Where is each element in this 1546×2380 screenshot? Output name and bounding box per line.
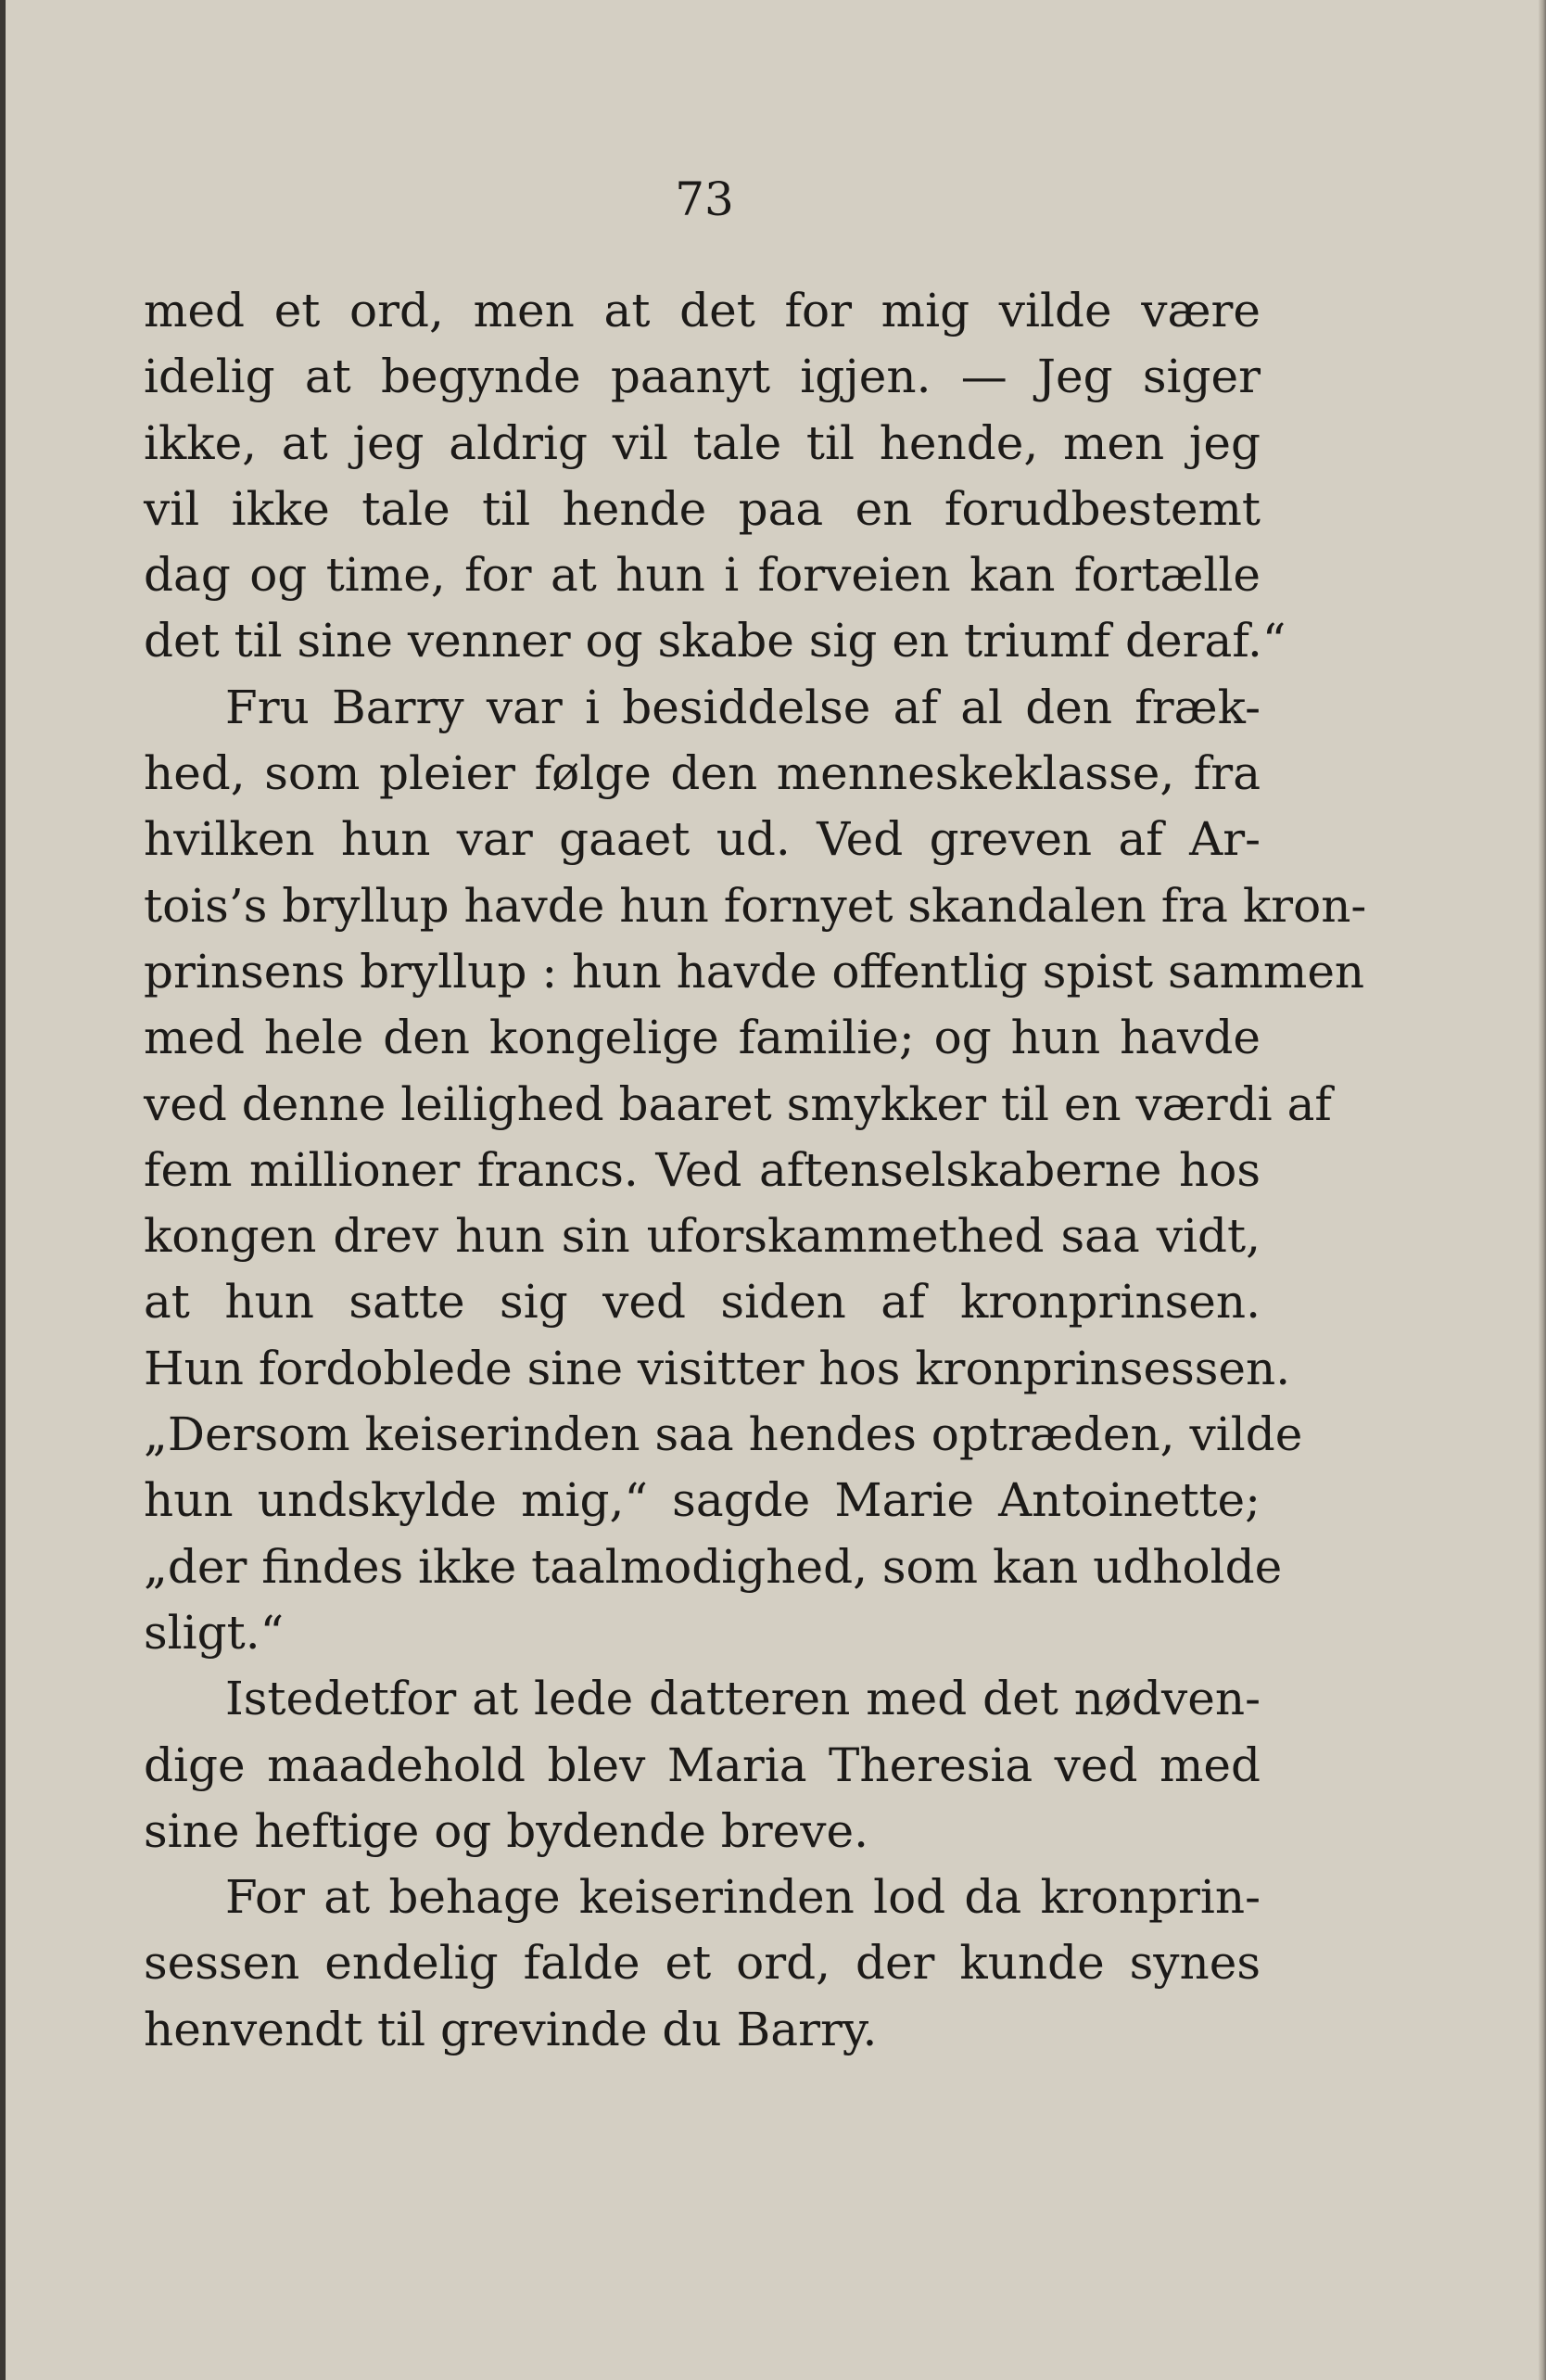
body-text <box>144 278 1367 2063</box>
text-line: det til sine venner og skabe sig en triumf deraf.“ <box>144 614 1286 668</box>
text-line: vil ikke tale til hende paa en forudbestemt <box>144 481 1261 536</box>
text-line: henvendt til grevinde du Barry. <box>144 2002 878 2056</box>
text-line: hed, som pleier følge den menneskeklasse, fra <box>144 746 1261 801</box>
text-line: kongen drev hun sin uforskammethed saa vidt, <box>144 1209 1261 1264</box>
text-line: med hele den kongelige familie; og hun havde <box>144 1011 1261 1065</box>
page-left-edge <box>0 0 6 2380</box>
text-line: med et ord, men at det for mig vilde være <box>144 284 1261 337</box>
text-line: hvilken hun var gaaet ud. Ved greven af Ar- <box>144 812 1261 867</box>
text-line: sligt.“ <box>144 1605 285 1660</box>
text-line: fem millioner francs. Ved aftenselskaberne hos <box>144 1142 1261 1197</box>
page-right-edge <box>1539 0 1546 2380</box>
text-line: idelig at begynde paanyt igjen. — Jeg siger <box>144 350 1261 404</box>
text-line: dag og time, for at hun i forveien kan fortælle <box>144 548 1261 603</box>
text-line: prinsens bryllup : hun havde offentlig spist sammen <box>144 944 1365 999</box>
text-line: „der findes ikke taalmodighed, som kan udholde <box>144 1539 1283 1594</box>
text-line: dige maadehold blev Maria Theresia ved med <box>144 1737 1261 1792</box>
text-line: Hun fordoblede sine visitter hos kronprinsessen. <box>144 1341 1291 1395</box>
text-line: „Dersom keiserinden saa hendes optræden, vilde <box>144 1407 1303 1462</box>
text-line: Istedetfor at lede datteren med det nødven- <box>225 1672 1261 1726</box>
text-line: sine heftige og bydende breve. <box>144 1803 868 1858</box>
page-number: 73 <box>675 172 734 226</box>
text-line: tois’s bryllup havde hun fornyet skandalen fra kron- <box>144 878 1367 933</box>
text-line: at hun satte sig ved siden af kronprinsen. <box>144 1275 1261 1330</box>
text-line: Fru Barry var i besiddelse af al den fræk- <box>225 680 1261 734</box>
text-line: ikke, at jeg aldrig vil tale til hende, men jeg <box>144 415 1261 470</box>
text-line: sessen endelig falde et ord, der kunde synes <box>144 1936 1261 1991</box>
text-line: For at behage keiserinden lod da kronprin- <box>225 1870 1261 1925</box>
text-line: hun undskylde mig,“ sagde Marie Antoinette; <box>144 1473 1261 1528</box>
text-line: ved denne leilighed baaret smykker til en værdi af <box>144 1076 1332 1131</box>
